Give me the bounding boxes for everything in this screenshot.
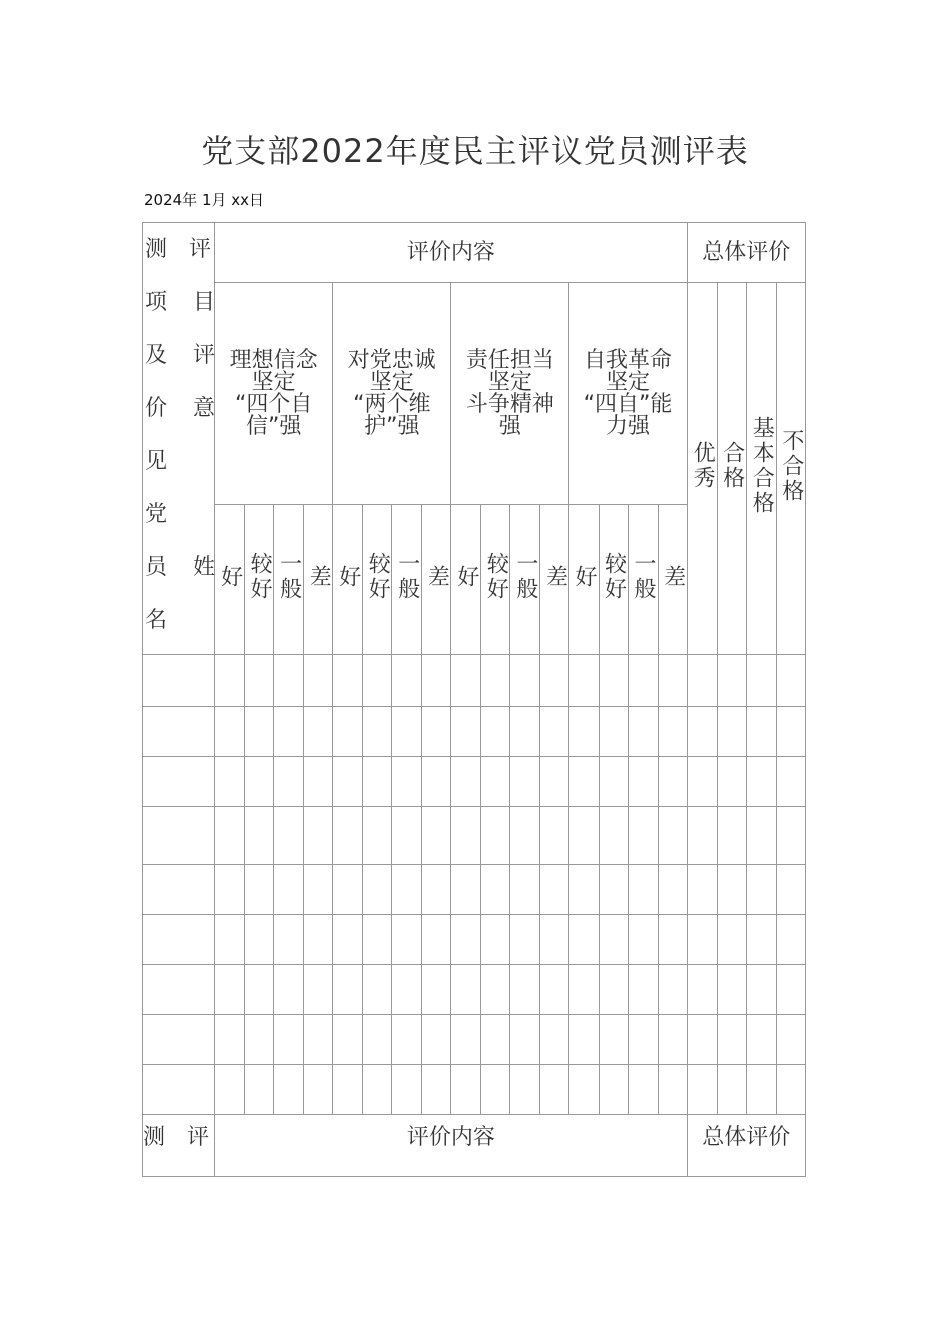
table-row [143,1015,806,1065]
score-cell[interactable] [628,915,658,965]
score-cell[interactable] [215,915,245,965]
score-cell[interactable] [304,915,333,965]
score-cell[interactable] [392,757,422,807]
score-cell[interactable] [717,965,746,1015]
score-cell[interactable] [746,965,776,1015]
score-cell[interactable] [245,807,274,865]
score-cell[interactable] [687,965,717,1015]
score-cell[interactable] [599,707,628,757]
score-cell[interactable] [628,965,658,1015]
score-cell[interactable] [776,655,805,707]
score-cell[interactable] [569,1065,599,1115]
score-cell[interactable] [215,655,245,707]
member-name-cell[interactable] [143,865,215,915]
score-cell[interactable] [304,807,333,865]
score-cell[interactable] [599,807,628,865]
score-cell[interactable] [540,807,569,865]
dimension-ideal-line2: “四个自信”强 [234,391,313,439]
score-cell[interactable] [245,1015,274,1065]
score-cell[interactable] [245,707,274,757]
rating-cell: 一般 [628,505,658,655]
document-date: 2024年 1月 xx日 [144,191,265,209]
score-cell[interactable] [540,1015,569,1065]
grade-excellent: 优秀 [687,283,717,655]
score-cell[interactable] [746,807,776,865]
score-cell[interactable] [333,1065,363,1115]
score-cell[interactable] [451,757,481,807]
dimension-responsibility-line2: 斗争精神强 [465,391,554,439]
corner-label-name: 党 员 姓 名 [145,502,215,633]
score-cell[interactable] [746,1015,776,1065]
score-cell[interactable] [746,655,776,707]
score-cell[interactable] [333,807,363,865]
score-cell[interactable] [245,1065,274,1115]
corner-label-cell [143,223,238,655]
score-cell[interactable] [746,865,776,915]
score-cell[interactable] [451,1015,481,1065]
score-cell[interactable] [510,915,540,965]
score-cell[interactable] [569,865,599,915]
score-cell[interactable] [333,757,363,807]
score-cell[interactable] [392,807,422,865]
table-row [143,655,806,707]
score-cell[interactable] [540,915,569,965]
score-cell[interactable] [658,915,687,965]
score-cell[interactable] [245,965,274,1015]
score-cell[interactable] [510,1015,540,1065]
score-cell[interactable] [215,707,245,757]
score-cell[interactable] [215,1015,245,1065]
repeat-header-label: 测 评 [143,1115,215,1177]
score-cell[interactable] [599,915,628,965]
score-cell[interactable] [687,1015,717,1065]
score-cell[interactable] [422,807,451,865]
score-cell[interactable] [510,965,540,1015]
score-cell[interactable] [687,807,717,865]
table-row [143,965,806,1015]
rating-cell: 差 [658,505,687,655]
score-cell[interactable] [658,655,687,707]
score-cell[interactable] [392,1015,422,1065]
rating-cell: 好 [333,505,363,655]
document-title: 党支部2022年度民主评议党员测评表 [201,132,749,170]
score-cell[interactable] [274,757,304,807]
repeat-overall-header: 总体评价 [687,1115,805,1177]
score-cell[interactable] [776,807,805,865]
grade-basic: 基本合格 [746,283,776,655]
score-cell[interactable] [481,1065,510,1115]
score-cell[interactable] [422,1015,451,1065]
score-cell[interactable] [304,965,333,1015]
score-cell[interactable] [481,655,510,707]
score-cell[interactable] [687,757,717,807]
member-name-cell[interactable] [143,1065,215,1115]
score-cell[interactable] [687,915,717,965]
table-row [143,865,806,915]
score-cell[interactable] [392,1065,422,1115]
rating-cell: 较好 [245,505,274,655]
score-cell[interactable] [687,655,717,707]
score-cell[interactable] [215,757,245,807]
score-cell[interactable] [215,1065,245,1115]
score-cell[interactable] [274,707,304,757]
score-cell[interactable] [746,915,776,965]
score-cell[interactable] [540,655,569,707]
score-cell[interactable] [451,965,481,1015]
dimension-responsibility-line1: 责任担当坚定 [465,347,554,395]
dimension-self-revolution [569,283,687,505]
score-cell[interactable] [599,1015,628,1065]
rating-cell: 差 [304,505,333,655]
score-cell[interactable] [451,1065,481,1115]
score-cell[interactable] [717,807,746,865]
dimension-self-revolution-line1: 自我革命坚定 [584,347,673,395]
score-cell[interactable] [658,807,687,865]
rating-cell: 差 [540,505,569,655]
score-cell[interactable] [274,915,304,965]
score-cell[interactable] [746,1065,776,1115]
score-cell[interactable] [245,655,274,707]
dimension-loyalty-line1: 对党忠诚坚定 [347,347,436,395]
score-cell[interactable] [215,965,245,1015]
score-cell[interactable] [717,757,746,807]
member-name-cell[interactable] [143,807,215,865]
score-cell[interactable] [274,807,304,865]
score-cell[interactable] [599,865,628,915]
score-cell[interactable] [628,757,658,807]
score-cell[interactable] [422,965,451,1015]
score-cell[interactable] [776,707,805,757]
score-cell[interactable] [422,707,451,757]
score-cell[interactable] [717,1015,746,1065]
score-cell[interactable] [333,1015,363,1065]
rating-cell: 好 [569,505,599,655]
score-cell[interactable] [363,757,392,807]
grade-unqualified: 不合格 [776,283,805,655]
score-cell[interactable] [304,865,333,915]
score-cell[interactable] [510,807,540,865]
table-row [143,1065,806,1115]
score-cell[interactable] [717,707,746,757]
rating-cell: 好 [451,505,481,655]
score-cell[interactable] [510,865,540,915]
score-cell[interactable] [333,965,363,1015]
score-cell[interactable] [628,707,658,757]
score-cell[interactable] [717,915,746,965]
score-cell[interactable] [422,865,451,915]
rating-cell: 好 [215,505,245,655]
score-cell[interactable] [245,757,274,807]
score-cell[interactable] [658,757,687,807]
grade-qualified: 合格 [717,283,746,655]
score-cell[interactable] [333,865,363,915]
score-cell[interactable] [599,757,628,807]
score-cell[interactable] [628,1015,658,1065]
score-cell[interactable] [628,655,658,707]
rating-cell: 一般 [510,505,540,655]
table-row [143,707,806,757]
dimension-self-revolution-line2: “四自”能力强 [583,391,673,439]
score-cell[interactable] [746,757,776,807]
score-cell[interactable] [717,865,746,915]
dimension-loyalty [333,283,451,505]
score-cell[interactable] [363,807,392,865]
score-cell[interactable] [304,707,333,757]
score-cell[interactable] [451,707,481,757]
score-cell[interactable] [215,865,245,915]
score-cell[interactable] [658,1015,687,1065]
score-cell[interactable] [481,965,510,1015]
score-cell[interactable] [569,655,599,707]
score-cell[interactable] [628,865,658,915]
score-cell[interactable] [274,1015,304,1065]
score-cell[interactable] [776,865,805,915]
score-cell[interactable] [333,655,363,707]
score-cell[interactable] [451,655,481,707]
score-cell[interactable] [363,865,392,915]
score-cell[interactable] [245,915,274,965]
table-row [143,915,806,965]
score-cell[interactable] [687,1065,717,1115]
rating-cell: 较好 [481,505,510,655]
member-name-cell[interactable] [143,1015,215,1065]
score-cell[interactable] [422,655,451,707]
score-cell[interactable] [363,965,392,1015]
score-cell[interactable] [776,1015,805,1065]
dimension-responsibility [451,283,569,505]
score-cell[interactable] [451,807,481,865]
score-cell[interactable] [481,707,510,757]
score-cell[interactable] [599,1065,628,1115]
score-cell[interactable] [392,655,422,707]
member-name-cell[interactable] [143,707,215,757]
score-cell[interactable] [274,965,304,1015]
score-cell[interactable] [569,965,599,1015]
score-cell[interactable] [628,1065,658,1115]
score-cell[interactable] [776,915,805,965]
score-cell[interactable] [392,865,422,915]
rating-cell: 一般 [392,505,422,655]
evaluation-table [142,222,806,1177]
member-name-cell[interactable] [143,655,215,707]
score-cell[interactable] [776,757,805,807]
score-cell[interactable] [481,865,510,915]
score-cell[interactable] [481,757,510,807]
score-cell[interactable] [717,655,746,707]
rating-cell: 差 [422,505,451,655]
score-cell[interactable] [658,707,687,757]
score-cell[interactable] [481,1015,510,1065]
score-cell[interactable] [776,1065,805,1115]
score-cell[interactable] [658,965,687,1015]
score-cell[interactable] [392,707,422,757]
member-name-cell[interactable] [143,915,215,965]
score-cell[interactable] [510,1065,540,1115]
score-cell[interactable] [510,655,540,707]
score-cell[interactable] [392,915,422,965]
score-cell[interactable] [333,707,363,757]
score-cell[interactable] [363,1015,392,1065]
score-cell[interactable] [245,865,274,915]
score-cell[interactable] [422,915,451,965]
score-cell[interactable] [304,1015,333,1065]
member-name-cell[interactable] [143,757,215,807]
score-cell[interactable] [569,757,599,807]
dimension-ideal-line1: 理想信念坚定 [229,347,318,395]
score-cell[interactable] [274,1065,304,1115]
score-cell[interactable] [569,807,599,865]
score-cell[interactable] [599,965,628,1015]
score-cell[interactable] [569,1015,599,1065]
score-cell[interactable] [746,707,776,757]
score-cell[interactable] [392,965,422,1015]
section-overall-header: 总体评价 [687,223,805,283]
score-cell[interactable] [510,757,540,807]
score-cell[interactable] [540,1065,569,1115]
table-row [143,757,806,807]
score-cell[interactable] [304,655,333,707]
score-cell[interactable] [481,807,510,865]
score-cell[interactable] [687,707,717,757]
rating-cell: 较好 [363,505,392,655]
score-cell[interactable] [569,915,599,965]
score-cell[interactable] [451,865,481,915]
score-cell[interactable] [540,965,569,1015]
dimension-loyalty-line2: “两个维护”强 [353,391,431,439]
score-cell[interactable] [481,915,510,965]
score-cell[interactable] [687,865,717,915]
score-cell[interactable] [451,915,481,965]
score-cell[interactable] [658,865,687,915]
score-cell[interactable] [304,757,333,807]
score-cell[interactable] [658,1065,687,1115]
score-cell[interactable] [363,1065,392,1115]
score-cell[interactable] [776,965,805,1015]
corner-label-rest: 项 目 及 评 价 意见 [145,290,238,474]
score-cell[interactable] [215,807,245,865]
dimension-ideal [215,283,333,505]
rating-cell: 一般 [274,505,304,655]
score-cell[interactable] [363,707,392,757]
corner-label-top: 测 评 [145,237,212,262]
section-content-header: 评价内容 [215,223,688,283]
score-cell[interactable] [510,707,540,757]
score-cell[interactable] [422,757,451,807]
score-cell[interactable] [304,1065,333,1115]
score-cell[interactable] [540,707,569,757]
member-name-cell[interactable] [143,965,215,1015]
score-cell[interactable] [363,915,392,965]
table-row [143,807,806,865]
score-cell[interactable] [717,1065,746,1115]
score-cell[interactable] [540,865,569,915]
score-cell[interactable] [628,807,658,865]
score-cell[interactable] [274,655,304,707]
score-cell[interactable] [422,1065,451,1115]
score-cell[interactable] [540,757,569,807]
score-cell[interactable] [274,865,304,915]
score-cell[interactable] [363,655,392,707]
score-cell[interactable] [569,707,599,757]
rating-cell: 较好 [599,505,628,655]
score-cell[interactable] [333,915,363,965]
score-cell[interactable] [599,655,628,707]
repeat-content-header: 评价内容 [215,1115,688,1177]
